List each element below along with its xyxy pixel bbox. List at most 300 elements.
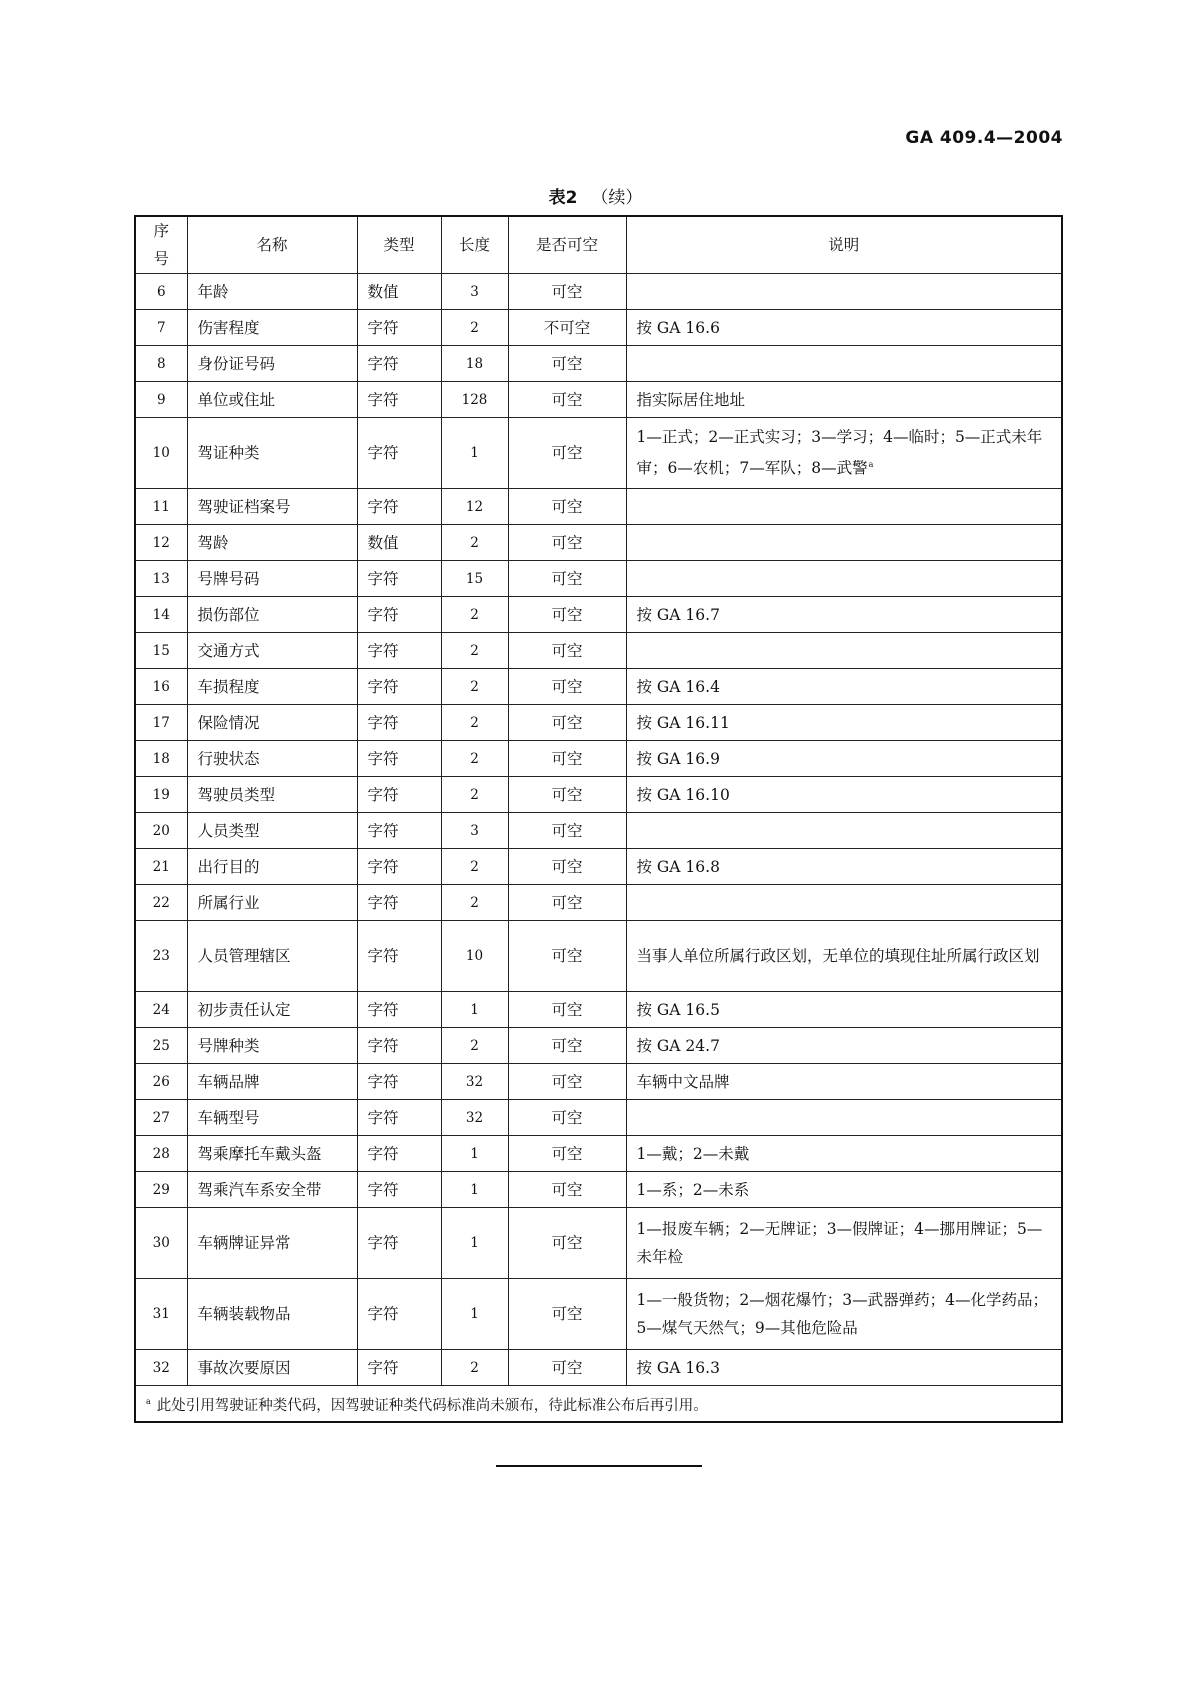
cell-name-text: 初步责任认定 <box>197 1000 291 1019</box>
cell-nullable <box>508 597 626 633</box>
cell-no-text: 26 <box>152 1073 170 1090</box>
cell-name <box>187 885 357 921</box>
cell-description-text: 按 GA 16.10 <box>636 785 730 804</box>
cell-name-text: 损伤部位 <box>197 605 260 624</box>
table-row <box>135 1172 1062 1208</box>
cell-no <box>135 346 187 382</box>
cell-name <box>187 346 357 382</box>
cell-description-text: 按 GA 16.7 <box>636 605 720 624</box>
cell-no <box>135 382 187 418</box>
table-row <box>135 741 1062 777</box>
cell-no-text: 10 <box>152 445 170 461</box>
cell-nullable-text: 可空 <box>551 713 583 732</box>
cell-nullable-text: 可空 <box>551 1180 583 1199</box>
cell-nullable <box>508 274 626 310</box>
table-row <box>135 310 1062 346</box>
cell-type <box>357 382 441 418</box>
table-row <box>135 274 1062 310</box>
cell-description <box>626 1136 1062 1172</box>
cell-no <box>135 1136 187 1172</box>
cell-name <box>187 705 357 741</box>
cell-nullable-text: 可空 <box>551 1305 583 1323</box>
cell-length-text: 10 <box>465 948 484 964</box>
cell-description-text: 按 GA 16.4 <box>636 677 720 696</box>
cell-length-text: 32 <box>465 1073 484 1090</box>
cell-name <box>187 921 357 992</box>
table-row <box>135 885 1062 921</box>
cell-description <box>626 274 1062 310</box>
cell-length <box>441 633 508 669</box>
cell-no-text: 12 <box>152 534 170 551</box>
cell-no <box>135 418 187 489</box>
cell-description <box>626 633 1062 669</box>
cell-no <box>135 489 187 525</box>
cell-length <box>441 1064 508 1100</box>
cell-no <box>135 1028 187 1064</box>
cell-type <box>357 525 441 561</box>
cell-name-text: 驾龄 <box>197 533 229 552</box>
cell-length <box>441 1172 508 1208</box>
cell-length <box>441 274 508 310</box>
cell-no-text: 29 <box>152 1181 170 1198</box>
cell-no <box>135 1208 187 1279</box>
cell-length <box>441 813 508 849</box>
cell-description-text: 按 GA 16.8 <box>636 857 720 876</box>
cell-length-text: 1 <box>470 1145 479 1162</box>
cell-name-text: 号牌号码 <box>197 569 260 588</box>
cell-name-text: 驾证种类 <box>197 444 260 462</box>
cell-length-text: 1 <box>470 445 479 461</box>
table-row <box>135 633 1062 669</box>
cell-length-text: 1 <box>470 1306 479 1322</box>
cell-no-text: 8 <box>156 355 166 372</box>
cell-no <box>135 633 187 669</box>
cell-length <box>441 849 508 885</box>
cell-nullable <box>508 633 626 669</box>
cell-nullable <box>508 1172 626 1208</box>
cell-description-text: 1—戴；2—未戴 <box>636 1144 750 1163</box>
cell-no-text: 15 <box>152 642 170 659</box>
cell-nullable <box>508 741 626 777</box>
cell-length-text: 2 <box>470 1359 479 1376</box>
cell-description <box>626 382 1062 418</box>
cell-type <box>357 921 441 992</box>
cell-no <box>135 1064 187 1100</box>
table-row <box>135 346 1062 382</box>
cell-name-text: 行驶状态 <box>197 749 260 768</box>
data-field-table <box>134 215 1063 1423</box>
cell-length-text: 1 <box>470 1235 479 1251</box>
cell-no <box>135 992 187 1028</box>
cell-name-text: 所属行业 <box>197 893 260 912</box>
cell-description-text: 1—报废车辆；2—无牌证；3—假牌证；4—挪用牌证；5—未年检 <box>636 1220 1043 1266</box>
cell-name-text: 驾驶证档案号 <box>197 497 291 516</box>
cell-description <box>626 777 1062 813</box>
cell-description-text: 按 GA 16.6 <box>636 318 720 337</box>
cell-description <box>626 741 1062 777</box>
cell-length <box>441 1350 508 1386</box>
cell-no <box>135 669 187 705</box>
cell-type <box>357 777 441 813</box>
cell-name <box>187 1172 357 1208</box>
cell-name <box>187 597 357 633</box>
cell-description-text: 1—正式；2—正式实习；3—学习；4—临时；5—正式未年审；6—农机；7—军队；8—武警 <box>636 428 1043 478</box>
column-header-length: 长度 <box>441 216 508 274</box>
cell-name <box>187 813 357 849</box>
cell-description <box>626 849 1062 885</box>
cell-nullable <box>508 310 626 346</box>
cell-name-text: 车辆型号 <box>197 1108 260 1127</box>
cell-name-text: 年龄 <box>197 282 229 301</box>
cell-nullable <box>508 1064 626 1100</box>
table-row <box>135 813 1062 849</box>
cell-name <box>187 489 357 525</box>
cell-no-text: 25 <box>152 1037 170 1054</box>
cell-length-text: 2 <box>470 642 479 659</box>
cell-name <box>187 525 357 561</box>
table-row <box>135 1279 1062 1350</box>
cell-name-text: 交通方式 <box>197 641 260 660</box>
cell-name <box>187 1208 357 1279</box>
table-row <box>135 669 1062 705</box>
cell-type-text: 字符 <box>367 893 399 912</box>
cell-type-text: 字符 <box>367 785 399 804</box>
cell-name <box>187 669 357 705</box>
cell-length <box>441 1100 508 1136</box>
cell-description <box>626 310 1062 346</box>
cell-no-text: 32 <box>152 1359 170 1376</box>
cell-description <box>626 1028 1062 1064</box>
cell-type-text: 字符 <box>367 390 399 409</box>
cell-name-text: 号牌种类 <box>197 1036 260 1055</box>
cell-length-text: 3 <box>470 822 479 839</box>
table-row <box>135 561 1062 597</box>
cell-name <box>187 992 357 1028</box>
table-row <box>135 849 1062 885</box>
cell-nullable <box>508 418 626 489</box>
cell-description-text: 按 GA 16.5 <box>636 1000 720 1019</box>
cell-nullable <box>508 489 626 525</box>
cell-type-text: 字符 <box>367 713 399 732</box>
cell-description <box>626 1208 1062 1279</box>
cell-description-text: 按 GA 16.9 <box>636 749 720 768</box>
cell-type-text: 数值 <box>367 282 399 301</box>
cell-length-text: 12 <box>465 498 484 515</box>
cell-type-text: 字符 <box>367 1036 399 1055</box>
cell-length-text: 128 <box>461 391 488 408</box>
cell-nullable <box>508 1279 626 1350</box>
cell-type <box>357 1100 441 1136</box>
cell-no-text: 11 <box>152 498 170 515</box>
cell-type-text: 字符 <box>367 605 399 624</box>
cell-name <box>187 1064 357 1100</box>
cell-name-text: 保险情况 <box>197 713 260 732</box>
cell-length <box>441 597 508 633</box>
cell-type-text: 字符 <box>367 1108 399 1127</box>
table-footnote <box>135 1386 1062 1423</box>
table-row <box>135 1064 1062 1100</box>
cell-length <box>441 561 508 597</box>
cell-description <box>626 705 1062 741</box>
cell-name-text: 车辆装载物品 <box>197 1305 291 1323</box>
cell-nullable-text: 可空 <box>551 444 583 462</box>
cell-description-text: 1—系；2—未系 <box>636 1180 750 1199</box>
cell-nullable-text: 可空 <box>551 569 583 588</box>
table-row <box>135 777 1062 813</box>
cell-name <box>187 741 357 777</box>
cell-length-text: 2 <box>470 319 479 336</box>
cell-type <box>357 992 441 1028</box>
table-row <box>135 1028 1062 1064</box>
cell-length <box>441 310 508 346</box>
cell-no-text: 9 <box>156 391 166 408</box>
cell-nullable-text: 可空 <box>551 677 583 696</box>
cell-length <box>441 1208 508 1279</box>
cell-description <box>626 885 1062 921</box>
cell-description <box>626 921 1062 992</box>
cell-no-text: 27 <box>152 1109 170 1126</box>
cell-nullable-text: 可空 <box>551 1358 583 1377</box>
cell-description <box>626 992 1062 1028</box>
cell-length <box>441 885 508 921</box>
cell-type <box>357 813 441 849</box>
cell-nullable-text: 可空 <box>551 1234 583 1252</box>
table-row <box>135 489 1062 525</box>
cell-length <box>441 741 508 777</box>
cell-nullable <box>508 777 626 813</box>
cell-length <box>441 705 508 741</box>
cell-no-text: 16 <box>152 678 170 695</box>
footnote-mark: a <box>146 1396 151 1406</box>
cell-nullable-text: 可空 <box>551 1108 583 1127</box>
cell-type <box>357 1279 441 1350</box>
cell-name <box>187 418 357 489</box>
cell-nullable <box>508 849 626 885</box>
cell-length <box>441 777 508 813</box>
cell-description <box>626 813 1062 849</box>
cell-description <box>626 597 1062 633</box>
cell-nullable <box>508 1350 626 1386</box>
cell-description-text: 指实际居住地址 <box>636 390 746 409</box>
cell-nullable <box>508 705 626 741</box>
cell-no-text: 21 <box>152 858 170 875</box>
cell-name <box>187 633 357 669</box>
cell-length-text: 2 <box>470 606 479 623</box>
cell-name-text: 身份证号码 <box>197 354 276 373</box>
cell-type-text: 字符 <box>367 677 399 696</box>
cell-type <box>357 310 441 346</box>
cell-description <box>626 669 1062 705</box>
cell-name-text: 人员管理辖区 <box>197 947 291 965</box>
cell-type-text: 字符 <box>367 318 399 337</box>
table-row <box>135 705 1062 741</box>
cell-type-text: 字符 <box>367 749 399 768</box>
cell-no <box>135 1172 187 1208</box>
cell-name-text: 单位或住址 <box>197 390 276 409</box>
cell-name-text: 驾乘汽车系安全带 <box>197 1180 322 1199</box>
cell-no-text: 22 <box>152 894 170 911</box>
cell-nullable <box>508 669 626 705</box>
cell-nullable-text: 可空 <box>551 893 583 912</box>
table-row <box>135 418 1062 489</box>
cell-length <box>441 921 508 992</box>
cell-no <box>135 310 187 346</box>
cell-length-text: 3 <box>470 283 479 300</box>
cell-no-text: 17 <box>152 714 170 731</box>
cell-nullable-text: 不可空 <box>543 318 591 337</box>
cell-description <box>626 1279 1062 1350</box>
cell-type-text: 字符 <box>367 1072 399 1091</box>
cell-length <box>441 1279 508 1350</box>
cell-nullable-text: 可空 <box>551 354 583 373</box>
cell-no <box>135 921 187 992</box>
cell-no-text: 19 <box>152 786 170 803</box>
end-of-document-rule <box>496 1465 702 1467</box>
cell-no <box>135 849 187 885</box>
cell-type-text: 字符 <box>367 1000 399 1019</box>
cell-type <box>357 1028 441 1064</box>
cell-type <box>357 849 441 885</box>
cell-description-text: 当事人单位所属行政区划，无单位的填现住址所属行政区划 <box>636 947 1040 965</box>
cell-nullable-text: 可空 <box>551 1036 583 1055</box>
cell-type-text: 字符 <box>367 857 399 876</box>
cell-length <box>441 669 508 705</box>
cell-length <box>441 1136 508 1172</box>
cell-nullable <box>508 1100 626 1136</box>
cell-nullable-text: 可空 <box>551 1000 583 1019</box>
table-caption <box>0 183 1191 208</box>
table-row <box>135 1100 1062 1136</box>
cell-type-text: 字符 <box>367 1180 399 1199</box>
cell-nullable-text: 可空 <box>551 533 583 552</box>
cell-description <box>626 1172 1062 1208</box>
cell-no-text: 13 <box>152 570 170 587</box>
cell-no <box>135 561 187 597</box>
cell-name <box>187 274 357 310</box>
column-header-type: 类型 <box>357 216 441 274</box>
cell-name <box>187 1136 357 1172</box>
cell-nullable <box>508 525 626 561</box>
cell-no-text: 23 <box>152 948 170 964</box>
cell-length-text: 2 <box>470 894 479 911</box>
cell-nullable-text: 可空 <box>551 785 583 804</box>
cell-description <box>626 1350 1062 1386</box>
cell-type-text: 字符 <box>367 569 399 588</box>
cell-name-text: 出行目的 <box>197 857 260 876</box>
cell-length-text: 2 <box>470 678 479 695</box>
column-header-no: 序号 <box>135 216 187 274</box>
column-header-name: 名称 <box>187 216 357 274</box>
cell-no-text: 14 <box>152 606 170 623</box>
table-row <box>135 992 1062 1028</box>
cell-type <box>357 1136 441 1172</box>
cell-type-text: 字符 <box>367 1358 399 1377</box>
cell-type <box>357 1350 441 1386</box>
cell-type <box>357 274 441 310</box>
cell-no-text: 20 <box>152 822 170 839</box>
cell-length-text: 15 <box>465 570 484 587</box>
table-body <box>135 274 1062 1386</box>
cell-type <box>357 346 441 382</box>
cell-type-text: 字符 <box>367 497 399 516</box>
cell-type <box>357 705 441 741</box>
cell-name-text: 车辆品牌 <box>197 1072 260 1091</box>
cell-nullable-text: 可空 <box>551 390 583 409</box>
cell-length-text: 32 <box>465 1109 484 1126</box>
cell-name <box>187 382 357 418</box>
cell-type-text: 数值 <box>367 533 399 552</box>
cell-nullable-text: 可空 <box>551 821 583 840</box>
cell-name <box>187 1100 357 1136</box>
cell-no <box>135 813 187 849</box>
table-header-row <box>135 216 1062 274</box>
cell-type-text: 字符 <box>367 1305 399 1323</box>
cell-description <box>626 418 1062 489</box>
cell-nullable <box>508 992 626 1028</box>
cell-nullable-text: 可空 <box>551 641 583 660</box>
cell-type <box>357 418 441 489</box>
table-row <box>135 1350 1062 1386</box>
cell-nullable <box>508 1208 626 1279</box>
cell-description <box>626 525 1062 561</box>
table-row <box>135 1208 1062 1279</box>
cell-no <box>135 525 187 561</box>
cell-name-text: 事故次要原因 <box>197 1358 291 1377</box>
cell-nullable <box>508 561 626 597</box>
cell-nullable-text: 可空 <box>551 605 583 624</box>
cell-type-text: 字符 <box>367 821 399 840</box>
column-header-nullable: 是否可空 <box>508 216 626 274</box>
cell-description <box>626 1064 1062 1100</box>
cell-nullable <box>508 1136 626 1172</box>
cell-no <box>135 274 187 310</box>
cell-nullable-text: 可空 <box>551 1144 583 1163</box>
cell-no-text: 7 <box>156 319 166 336</box>
cell-nullable <box>508 1028 626 1064</box>
cell-length-text: 2 <box>470 534 479 551</box>
cell-description-text: 1—一般货物；2—烟花爆竹；3—武器弹药；4—化学药品；5—煤气天然气；9—其他危险品 <box>636 1291 1048 1337</box>
cell-description-text: 车辆中文品牌 <box>636 1072 730 1091</box>
cell-name <box>187 561 357 597</box>
cell-length <box>441 418 508 489</box>
cell-name-text: 车辆牌证异常 <box>197 1234 291 1252</box>
cell-nullable <box>508 885 626 921</box>
cell-nullable-text: 可空 <box>551 282 583 301</box>
cell-type <box>357 561 441 597</box>
cell-name <box>187 1279 357 1350</box>
cell-nullable <box>508 346 626 382</box>
cell-no-text: 31 <box>152 1306 170 1322</box>
footnote-reference: a <box>868 460 874 470</box>
cell-length <box>441 525 508 561</box>
cell-name <box>187 310 357 346</box>
cell-length-text: 18 <box>465 355 484 372</box>
cell-nullable-text: 可空 <box>551 1072 583 1091</box>
cell-no <box>135 597 187 633</box>
cell-type <box>357 597 441 633</box>
cell-type <box>357 741 441 777</box>
cell-type-text: 字符 <box>367 444 399 462</box>
cell-name-text: 人员类型 <box>197 821 260 840</box>
cell-type <box>357 1172 441 1208</box>
cell-nullable <box>508 382 626 418</box>
cell-length-text: 2 <box>470 1037 479 1054</box>
cell-length-text: 2 <box>470 858 479 875</box>
table-caption-label: 表2 <box>548 188 578 208</box>
footnote-text: 此处引用驾驶证种类代码，因驾驶证种类代码标准尚未颁布，待此标准公布后再引用。 <box>156 1397 708 1414</box>
cell-description <box>626 1100 1062 1136</box>
cell-length <box>441 992 508 1028</box>
